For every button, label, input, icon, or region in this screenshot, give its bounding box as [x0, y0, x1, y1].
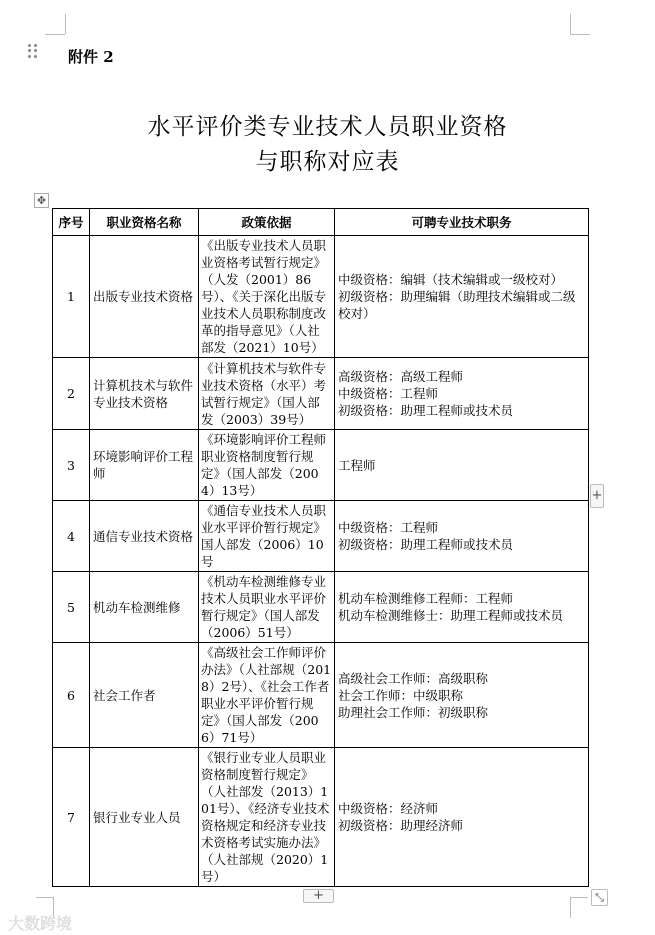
qualification-name: 机动车检测维修: [90, 572, 199, 643]
drag-handle-icon[interactable]: [28, 44, 38, 58]
eligible-posts: [335, 501, 589, 572]
table-move-handle-icon[interactable]: ✥: [34, 193, 49, 208]
table-row: [53, 430, 589, 501]
table-row: [53, 748, 589, 887]
page-corner-mark: [570, 897, 588, 918]
post-line: 工程师: [338, 457, 376, 473]
document-title-line2: 与职称对应表: [255, 149, 400, 175]
row-number: 2: [53, 358, 90, 430]
qualification-name: 银行业专业人员: [90, 748, 199, 887]
eligible-posts: [335, 572, 589, 643]
eligible-posts: [335, 748, 589, 887]
page-corner-mark: [65, 14, 66, 34]
post-line: 机动车检测维修士：助理工程师或技术员: [338, 608, 564, 623]
post-line: 中级资格：工程师: [338, 520, 439, 535]
table-resize-icon[interactable]: ⤡: [591, 889, 608, 906]
policy-basis: 《环境影响评价工程师职业资格制度暂行规定》（国人部发（2004）13号）: [199, 430, 335, 501]
table-row: [53, 358, 589, 430]
table-row: [53, 643, 589, 748]
post-line: 高级社会工作师：高级职称: [338, 670, 489, 686]
add-row-button[interactable]: +: [303, 889, 334, 903]
page-corner-mark: [45, 34, 65, 35]
qualification-name: 环境影响评价工程师: [90, 430, 199, 501]
policy-basis: 《高级社会工作师评价办法》（人社部规（2018）2号）、《社会工作者职业水平评价暂行规定》（国人部发（2006）71号）: [199, 643, 335, 748]
eligible-posts: [335, 236, 589, 358]
row-number: 1: [53, 236, 90, 358]
table-row: [53, 236, 589, 358]
post-line: 初级资格：助理工程师或技术员: [338, 537, 514, 552]
post-line: 初级资格：助理经济师: [338, 818, 464, 833]
row-number: 7: [53, 748, 90, 887]
post-line: 初级资格：助理工程师或技术员: [338, 403, 514, 418]
add-column-button[interactable]: +: [590, 484, 604, 508]
policy-basis: 《银行业专业人员职业资格制度暂行规定》（人社部发（2013）101号）、《经济专业技术资格规定和经济专业技术资格考试实施办法》（人社部规（2020）1号）: [199, 748, 335, 887]
post-line: 中级资格：经济师: [338, 801, 439, 816]
post-line: 高级资格：高级工程师: [338, 369, 464, 384]
table-header-row: [53, 209, 589, 236]
post-line: 助理社会工作师：初级职称: [338, 704, 489, 720]
table-row: [53, 501, 589, 572]
policy-basis: 《计算机技术与软件专业技术资格（水平）考试暂行规定》（国人部发（2003）39号）: [199, 358, 335, 430]
eligible-posts: [335, 643, 589, 748]
header-policy: 政策依据: [199, 209, 335, 236]
qualification-name: 计算机技术与软件专业技术资格: [90, 358, 199, 430]
post-line: 初级资格：助理编辑（助理技术编辑或二级校对）: [338, 289, 576, 321]
qualification-name: 社会工作者: [90, 643, 199, 748]
watermark: 大数跨境: [8, 914, 73, 933]
qualification-table: [52, 208, 589, 887]
policy-basis: 《通信专业技术人员职业水平评价暂行规定》国人部发（2006）10号: [199, 501, 335, 572]
document-title-line1: 水平评价类专业技术人员职业资格: [147, 114, 508, 140]
row-number: 5: [53, 572, 90, 643]
qualification-name: 通信专业技术资格: [90, 501, 199, 572]
header-no: 序号: [53, 209, 90, 236]
attachment-label: 附件 2: [68, 48, 114, 66]
eligible-posts: [335, 358, 589, 430]
row-number: 3: [53, 430, 90, 501]
qualification-name: 出版专业技术资格: [90, 236, 199, 358]
page-corner-mark: [570, 34, 590, 35]
table-row: [53, 572, 589, 643]
policy-basis: 《出版专业技术人员职业资格考试暂行规定》（人发（2001）86号）、《关于深化出版专业技术人员职称制度改革的指导意见》（人社部发（2021）10号）: [199, 236, 335, 358]
post-line: 社会工作师：中级职称: [338, 687, 464, 703]
post-line: 机动车检测维修工程师：工程师: [338, 591, 514, 606]
policy-basis: 《机动车检测维修专业技术人员职业水平评价暂行规定》（国人部发（2006）51号）: [199, 572, 335, 643]
header-posts: 可聘专业技术职务: [335, 209, 589, 236]
post-line: 中级资格：编辑（技术编辑或一级校对）: [338, 272, 564, 287]
row-number: 4: [53, 501, 90, 572]
eligible-posts: [335, 430, 589, 501]
header-name: 职业资格名称: [90, 209, 199, 236]
page-corner-mark: [570, 14, 571, 34]
post-line: 中级资格：工程师: [338, 386, 439, 401]
row-number: 6: [53, 643, 90, 748]
